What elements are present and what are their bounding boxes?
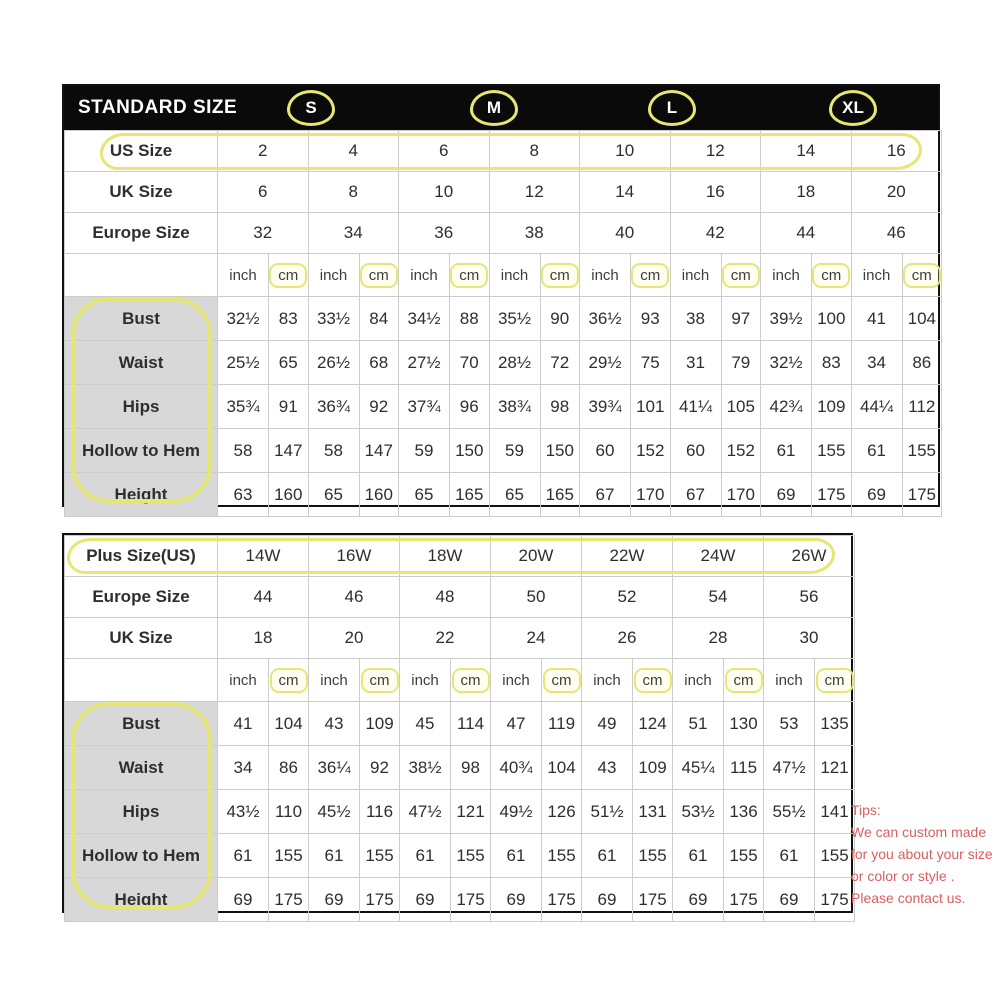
inch-value-cell: 67: [670, 473, 721, 517]
cm-value-cell: 136: [724, 790, 764, 834]
size-value-cell: 14W: [218, 536, 309, 577]
inch-value-cell: 61: [761, 429, 812, 473]
cm-value-cell: 141: [815, 790, 855, 834]
inch-unit-cell: inch: [400, 659, 451, 702]
size-value-cell: 24W: [673, 536, 764, 577]
size-value-cell: 16: [670, 172, 761, 213]
measurement-row: [65, 341, 942, 385]
cm-unit-cell: [633, 659, 673, 702]
cm-value-cell: 124: [633, 702, 673, 746]
inch-value-cell: 27½: [399, 341, 450, 385]
inch-value-cell: 61: [491, 834, 542, 878]
cm-unit-cell: [540, 254, 580, 297]
cm-value-cell: 83: [269, 297, 309, 341]
cm-highlight-box: cm: [631, 263, 669, 288]
cm-value-cell: 175: [633, 878, 673, 922]
inch-value-cell: 44¼: [851, 385, 902, 429]
cm-unit-cell: [269, 659, 309, 702]
inch-unit-cell: inch: [670, 254, 721, 297]
cm-unit-cell: [902, 254, 942, 297]
inch-value-cell: 51½: [582, 790, 633, 834]
measurement-label-cell: Hollow to Hem: [65, 834, 218, 878]
measurement-row: [65, 702, 855, 746]
size-value-cell: 2: [218, 131, 309, 172]
inch-value-cell: 39½: [761, 297, 812, 341]
inch-unit-cell: inch: [309, 659, 360, 702]
cm-value-cell: 155: [269, 834, 309, 878]
measurement-label-cell: Hips: [65, 385, 218, 429]
size-value-cell: 18: [218, 618, 309, 659]
cm-value-cell: 75: [631, 341, 671, 385]
inch-value-cell: 43: [309, 702, 360, 746]
inch-value-cell: 61: [218, 834, 269, 878]
measurement-label-cell: Waist: [65, 746, 218, 790]
cm-value-cell: 91: [269, 385, 309, 429]
highlight-ellipse-l: [648, 90, 696, 126]
inch-value-cell: 41: [218, 702, 269, 746]
cm-value-cell: 109: [633, 746, 673, 790]
cm-unit-cell: [360, 659, 400, 702]
size-conversion-row: [65, 172, 942, 213]
inch-value-cell: 61: [400, 834, 451, 878]
inch-value-cell: 31: [670, 341, 721, 385]
size-value-cell: 52: [582, 577, 673, 618]
highlight-ellipse-s: [287, 90, 335, 126]
cm-value-cell: 155: [724, 834, 764, 878]
inch-unit-cell: inch: [580, 254, 631, 297]
inch-value-cell: 69: [761, 473, 812, 517]
cm-value-cell: 88: [450, 297, 490, 341]
row-label-cell: UK Size: [65, 172, 218, 213]
size-value-cell: 28: [673, 618, 764, 659]
cm-value-cell: 152: [631, 429, 671, 473]
highlight-ellipse-m: [470, 90, 518, 126]
size-value-cell: 6: [218, 172, 309, 213]
cm-value-cell: 101: [631, 385, 671, 429]
cm-value-cell: 116: [360, 790, 400, 834]
inch-value-cell: 32½: [218, 297, 269, 341]
size-group-l: L: [666, 98, 678, 117]
cm-value-cell: 160: [269, 473, 309, 517]
size-value-cell: 44: [218, 577, 309, 618]
inch-value-cell: 47: [491, 702, 542, 746]
size-value-cell: 36: [399, 213, 490, 254]
inch-value-cell: 63: [218, 473, 269, 517]
measurement-row: [65, 473, 942, 517]
measurement-row: [65, 385, 942, 429]
cm-value-cell: 175: [724, 878, 764, 922]
cm-highlight-box: cm: [541, 263, 579, 288]
cm-value-cell: 155: [812, 429, 852, 473]
cm-value-cell: 121: [451, 790, 491, 834]
plus-size-table: [62, 533, 853, 913]
inch-unit-cell: inch: [308, 254, 359, 297]
cm-highlight-box: cm: [269, 263, 307, 288]
inch-value-cell: 55½: [764, 790, 815, 834]
size-value-cell: 10: [399, 172, 490, 213]
cm-value-cell: 135: [815, 702, 855, 746]
inch-value-cell: 65: [489, 473, 540, 517]
cm-value-cell: 86: [902, 341, 942, 385]
cm-unit-cell: [450, 254, 490, 297]
size-value-cell: 10: [580, 131, 671, 172]
cm-highlight-box: cm: [725, 668, 763, 693]
size-value-cell: 50: [491, 577, 582, 618]
cm-value-cell: 115: [724, 746, 764, 790]
cm-value-cell: 119: [542, 702, 582, 746]
cm-value-cell: 90: [540, 297, 580, 341]
cm-unit-cell: [542, 659, 582, 702]
inch-value-cell: 69: [218, 878, 269, 922]
inch-value-cell: 33½: [308, 297, 359, 341]
cm-value-cell: 175: [812, 473, 852, 517]
cm-value-cell: 84: [359, 297, 399, 341]
inch-value-cell: 38: [670, 297, 721, 341]
cm-value-cell: 110: [269, 790, 309, 834]
measurement-label-cell: Height: [65, 878, 218, 922]
size-value-cell: 24: [491, 618, 582, 659]
inch-value-cell: 45: [400, 702, 451, 746]
inch-value-cell: 47½: [400, 790, 451, 834]
cm-value-cell: 155: [633, 834, 673, 878]
cm-value-cell: 96: [450, 385, 490, 429]
inch-value-cell: 69: [582, 878, 633, 922]
cm-highlight-box: cm: [722, 263, 760, 288]
inch-value-cell: 43: [582, 746, 633, 790]
size-value-cell: 8: [489, 131, 580, 172]
unit-row: [65, 254, 942, 297]
inch-value-cell: 53: [764, 702, 815, 746]
cm-value-cell: 152: [721, 429, 761, 473]
size-value-cell: 22W: [582, 536, 673, 577]
size-value-cell: 20: [851, 172, 942, 213]
size-value-cell: 14: [580, 172, 671, 213]
inch-value-cell: 45½: [309, 790, 360, 834]
inch-value-cell: 34: [851, 341, 902, 385]
cm-value-cell: 175: [902, 473, 942, 517]
inch-value-cell: 69: [673, 878, 724, 922]
size-value-cell: 48: [400, 577, 491, 618]
inch-value-cell: 38¾: [489, 385, 540, 429]
inch-value-cell: 37¾: [399, 385, 450, 429]
measurement-label-cell: Hollow to Hem: [65, 429, 218, 473]
cm-value-cell: 150: [540, 429, 580, 473]
size-value-cell: 34: [308, 213, 399, 254]
cm-highlight-box: cm: [270, 668, 308, 693]
cm-value-cell: 98: [540, 385, 580, 429]
inch-value-cell: 36½: [580, 297, 631, 341]
size-group-s: S: [305, 98, 317, 117]
inch-value-cell: 35¾: [218, 385, 269, 429]
size-group-m: M: [486, 98, 502, 117]
cm-value-cell: 147: [359, 429, 399, 473]
cm-value-cell: 155: [815, 834, 855, 878]
size-value-cell: 26W: [764, 536, 855, 577]
cm-highlight-box: cm: [360, 263, 398, 288]
cm-highlight-box: cm: [450, 263, 488, 288]
cm-highlight-box: cm: [452, 668, 490, 693]
measurement-row: [65, 790, 855, 834]
plus-size-grid: [64, 535, 851, 922]
size-value-cell: 30: [764, 618, 855, 659]
inch-unit-cell: inch: [673, 659, 724, 702]
inch-value-cell: 40¾: [491, 746, 542, 790]
inch-unit-cell: inch: [489, 254, 540, 297]
highlight-ellipse-xl: [829, 90, 877, 126]
cm-highlight-box: cm: [816, 668, 854, 693]
inch-value-cell: 41¼: [670, 385, 721, 429]
inch-value-cell: 36¾: [308, 385, 359, 429]
cm-value-cell: 97: [721, 297, 761, 341]
size-value-cell: 8: [308, 172, 399, 213]
size-conversion-row: [65, 213, 942, 254]
cm-value-cell: 104: [902, 297, 942, 341]
inch-value-cell: 26½: [308, 341, 359, 385]
cm-value-cell: 165: [450, 473, 490, 517]
inch-value-cell: 41: [851, 297, 902, 341]
cm-value-cell: 100: [812, 297, 852, 341]
measurement-row: [65, 878, 855, 922]
cm-value-cell: 165: [540, 473, 580, 517]
size-value-cell: 18W: [400, 536, 491, 577]
cm-value-cell: 121: [815, 746, 855, 790]
inch-value-cell: 65: [308, 473, 359, 517]
inch-value-cell: 61: [851, 429, 902, 473]
inch-value-cell: 60: [670, 429, 721, 473]
inch-value-cell: 58: [308, 429, 359, 473]
inch-value-cell: 42¾: [761, 385, 812, 429]
inch-value-cell: 25½: [218, 341, 269, 385]
inch-unit-cell: inch: [218, 659, 269, 702]
cm-value-cell: 92: [359, 385, 399, 429]
cm-value-cell: 68: [359, 341, 399, 385]
measurement-row: [65, 429, 942, 473]
size-value-cell: 46: [309, 577, 400, 618]
cm-value-cell: 112: [902, 385, 942, 429]
size-value-cell: 4: [308, 131, 399, 172]
inch-value-cell: 47½: [764, 746, 815, 790]
size-value-cell: 6: [399, 131, 490, 172]
cm-unit-cell: [269, 254, 309, 297]
size-value-cell: 44: [761, 213, 852, 254]
cm-highlight-box: cm: [812, 263, 850, 288]
inch-value-cell: 69: [764, 878, 815, 922]
inch-value-cell: 59: [399, 429, 450, 473]
cm-value-cell: 98: [451, 746, 491, 790]
size-value-cell: 26: [582, 618, 673, 659]
empty-label-cell: [65, 254, 218, 297]
tips-line: for you about your size: [851, 846, 993, 862]
tips-line: We can custom made: [851, 824, 987, 840]
inch-value-cell: 61: [673, 834, 724, 878]
tips-title: Tips:: [851, 802, 881, 818]
cm-highlight-box: cm: [543, 668, 581, 693]
cm-value-cell: 65: [269, 341, 309, 385]
size-value-cell: 42: [670, 213, 761, 254]
inch-value-cell: 61: [582, 834, 633, 878]
cm-value-cell: 83: [812, 341, 852, 385]
size-conversion-row: [65, 618, 855, 659]
cm-value-cell: 155: [360, 834, 400, 878]
measurement-label-cell: Waist: [65, 341, 218, 385]
size-value-cell: 12: [489, 172, 580, 213]
cm-value-cell: 130: [724, 702, 764, 746]
cm-value-cell: 170: [631, 473, 671, 517]
inch-value-cell: 69: [491, 878, 542, 922]
cm-value-cell: 79: [721, 341, 761, 385]
inch-value-cell: 61: [309, 834, 360, 878]
cm-value-cell: 147: [269, 429, 309, 473]
row-label-cell: Europe Size: [65, 577, 218, 618]
size-conversion-row: [65, 536, 855, 577]
cm-unit-cell: [359, 254, 399, 297]
size-conversion-row: [65, 131, 942, 172]
cm-value-cell: 155: [451, 834, 491, 878]
inch-unit-cell: inch: [851, 254, 902, 297]
cm-highlight-box: cm: [361, 668, 399, 693]
inch-value-cell: 28½: [489, 341, 540, 385]
row-label-cell: US Size: [65, 131, 218, 172]
inch-unit-cell: inch: [582, 659, 633, 702]
inch-value-cell: 59: [489, 429, 540, 473]
standard-size-title: STANDARD SIZE: [78, 97, 238, 118]
tips-line: Please contact us.: [851, 890, 966, 906]
cm-highlight-box: cm: [634, 668, 672, 693]
size-value-cell: 12: [670, 131, 761, 172]
size-value-cell: 40: [580, 213, 671, 254]
size-value-cell: 38: [489, 213, 580, 254]
size-value-cell: 56: [764, 577, 855, 618]
cm-value-cell: 175: [269, 878, 309, 922]
inch-value-cell: 53½: [673, 790, 724, 834]
cm-unit-cell: [812, 254, 852, 297]
inch-unit-cell: inch: [218, 254, 269, 297]
cm-value-cell: 104: [542, 746, 582, 790]
inch-value-cell: 39¾: [580, 385, 631, 429]
measurement-label-cell: Bust: [65, 297, 218, 341]
standard-size-grid: [64, 130, 938, 517]
inch-value-cell: 36¼: [309, 746, 360, 790]
row-label-cell: Europe Size: [65, 213, 218, 254]
cm-value-cell: 72: [540, 341, 580, 385]
size-value-cell: 20W: [491, 536, 582, 577]
inch-value-cell: 35½: [489, 297, 540, 341]
cm-value-cell: 86: [269, 746, 309, 790]
measurement-label-cell: Height: [65, 473, 218, 517]
cm-value-cell: 155: [902, 429, 942, 473]
cm-value-cell: 170: [721, 473, 761, 517]
cm-value-cell: 105: [721, 385, 761, 429]
measurement-row: [65, 834, 855, 878]
inch-unit-cell: inch: [764, 659, 815, 702]
row-label-cell: UK Size: [65, 618, 218, 659]
cm-value-cell: 126: [542, 790, 582, 834]
inch-value-cell: 34½: [399, 297, 450, 341]
standard-size-table: [62, 84, 940, 507]
cm-value-cell: 109: [812, 385, 852, 429]
inch-value-cell: 65: [399, 473, 450, 517]
size-group-xl: XL: [842, 98, 864, 117]
size-value-cell: 16: [851, 131, 942, 172]
cm-value-cell: 175: [360, 878, 400, 922]
size-value-cell: 14: [761, 131, 852, 172]
inch-value-cell: 49: [582, 702, 633, 746]
inch-value-cell: 29½: [580, 341, 631, 385]
inch-value-cell: 45¼: [673, 746, 724, 790]
size-value-cell: 32: [218, 213, 309, 254]
inch-value-cell: 49½: [491, 790, 542, 834]
cm-value-cell: 92: [360, 746, 400, 790]
inch-value-cell: 67: [580, 473, 631, 517]
size-conversion-row: [65, 577, 855, 618]
cm-unit-cell: [631, 254, 671, 297]
row-label-cell: Plus Size(US): [65, 536, 218, 577]
cm-value-cell: 114: [451, 702, 491, 746]
cm-highlight-box: cm: [903, 263, 941, 288]
cm-value-cell: 175: [451, 878, 491, 922]
inch-value-cell: 38½: [400, 746, 451, 790]
size-value-cell: 20: [309, 618, 400, 659]
unit-row: [65, 659, 855, 702]
size-value-cell: 54: [673, 577, 764, 618]
size-value-cell: 46: [851, 213, 942, 254]
inch-value-cell: 60: [580, 429, 631, 473]
inch-value-cell: 51: [673, 702, 724, 746]
inch-unit-cell: inch: [399, 254, 450, 297]
inch-value-cell: 69: [309, 878, 360, 922]
inch-unit-cell: inch: [761, 254, 812, 297]
measurement-label-cell: Bust: [65, 702, 218, 746]
custom-tips: [851, 799, 999, 909]
measurement-row: [65, 746, 855, 790]
cm-value-cell: 70: [450, 341, 490, 385]
cm-value-cell: 93: [631, 297, 671, 341]
inch-value-cell: 43½: [218, 790, 269, 834]
measurement-row: [65, 297, 942, 341]
inch-value-cell: 32½: [761, 341, 812, 385]
cm-value-cell: 104: [269, 702, 309, 746]
cm-value-cell: 155: [542, 834, 582, 878]
cm-value-cell: 160: [359, 473, 399, 517]
inch-value-cell: 69: [400, 878, 451, 922]
size-value-cell: 18: [761, 172, 852, 213]
cm-unit-cell: [724, 659, 764, 702]
cm-unit-cell: [721, 254, 761, 297]
cm-value-cell: 150: [450, 429, 490, 473]
cm-unit-cell: [451, 659, 491, 702]
inch-value-cell: 34: [218, 746, 269, 790]
cm-value-cell: 109: [360, 702, 400, 746]
inch-value-cell: 58: [218, 429, 269, 473]
tips-line: or color or style .: [851, 868, 955, 884]
size-value-cell: 16W: [309, 536, 400, 577]
cm-unit-cell: [815, 659, 855, 702]
cm-value-cell: 175: [815, 878, 855, 922]
empty-label-cell: [65, 659, 218, 702]
size-value-cell: 22: [400, 618, 491, 659]
inch-unit-cell: inch: [491, 659, 542, 702]
inch-value-cell: 61: [764, 834, 815, 878]
inch-value-cell: 69: [851, 473, 902, 517]
standard-size-header: [64, 86, 938, 130]
cm-value-cell: 131: [633, 790, 673, 834]
cm-value-cell: 175: [542, 878, 582, 922]
measurement-label-cell: Hips: [65, 790, 218, 834]
